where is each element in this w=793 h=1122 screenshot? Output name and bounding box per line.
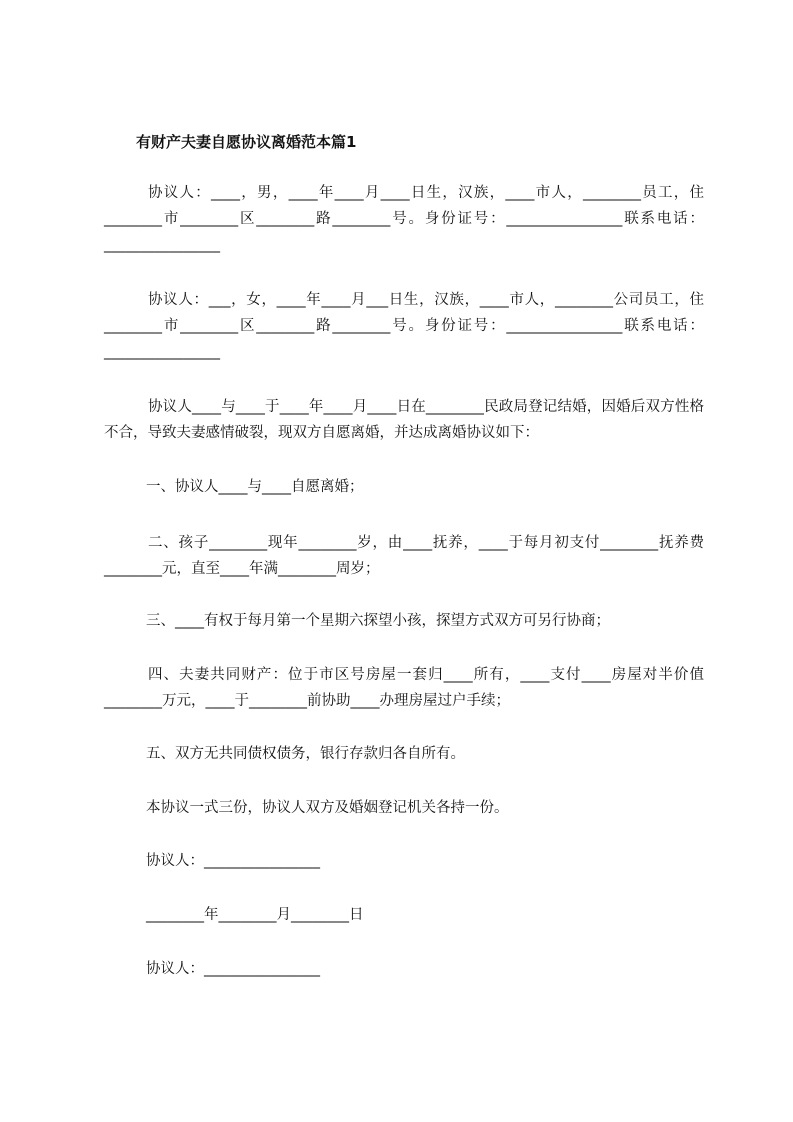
paragraph-party-male: 协议人：____，男，____年____月____日生，汉族，____市人，________员工，住________市________区________路________号。身份证号：________________联系电话：________________	[104, 185, 704, 253]
clause-3-visitation: 三、____有权于每月第一个星期六探望小孩，探望方式双方可另行协商；	[146, 613, 610, 629]
signature-line-1: 协议人：________________	[146, 853, 320, 869]
signature-line-2: 协议人：________________	[146, 961, 320, 977]
paragraph-marriage-background: 协议人____与____于____年____月____日在________民政局登记结婚，因婚后双方性格不合，导致夫妻感情破裂，现双方自愿离婚，并达成离婚协议如下：	[104, 399, 704, 441]
clause-4-property: 四、夫妻共同财产：位于市区号房屋一套归____所有，____支付____房屋对半价值________万元，____于________前协助____办理房屋过户手续；	[104, 667, 704, 709]
paragraph-party-female: 协议人：___，女，____年____月___日生，汉族，____市人，________公司员工，住________市________区________路________号。身份证号：________________联系电话：________________	[104, 292, 704, 360]
document-title: 有财产夫妻自愿协议离婚范本篇1	[136, 133, 357, 151]
clause-5-debts: 五、双方无共同债权债务，银行存款归各自所有。	[146, 746, 465, 762]
clause-1-divorce: 一、协议人____与____自愿离婚；	[146, 479, 364, 495]
copies-statement: 本协议一式三份，协议人双方及婚姻登记机关各持一份。	[146, 800, 509, 816]
clause-2-child-custody: 二、孩子________现年________岁，由____抚养，____于每月初支付________抚养费________元，直至____年满________周岁；	[104, 535, 704, 577]
date-line: ________年________月________日	[146, 907, 364, 923]
